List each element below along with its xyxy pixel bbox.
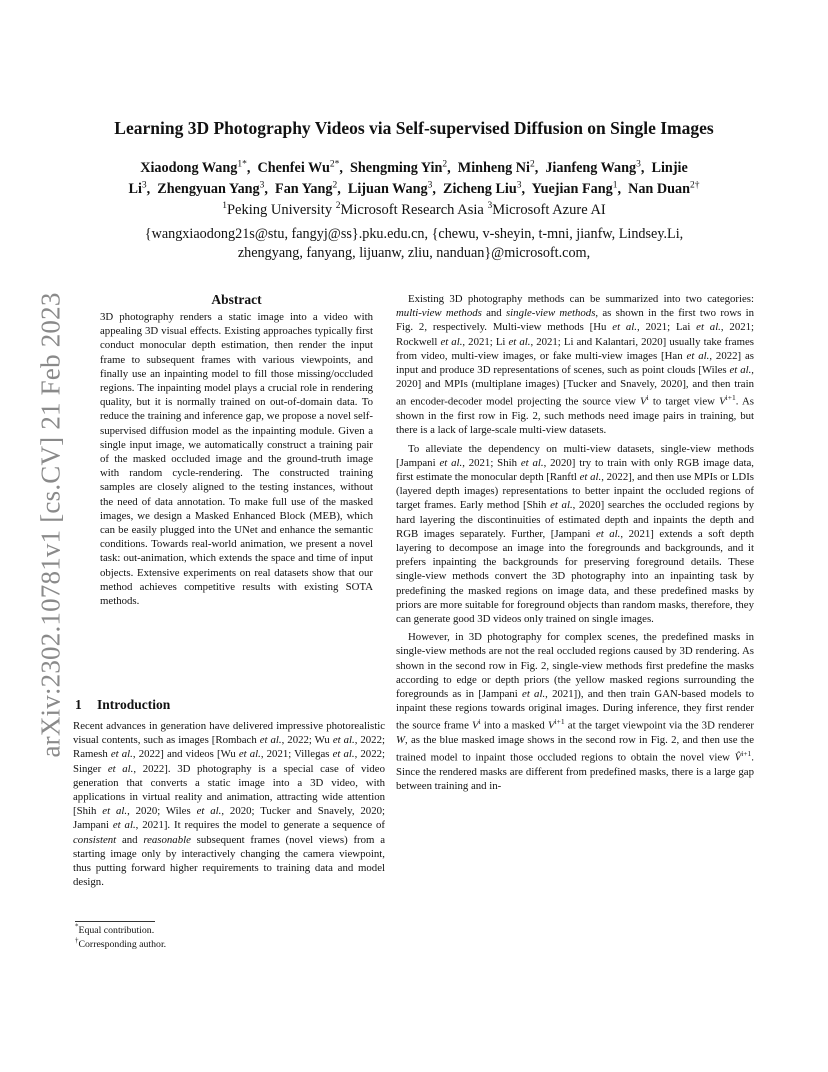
text-run: et al. (595, 527, 621, 540)
text-run: , 2020] and MPIs (multiplane images) [Tucker and Snavely, 2020], and then train an encoder-decoder model projecting the source view (396, 364, 754, 409)
affil-mark: 3 (487, 201, 493, 212)
author-affil-mark: 3 (516, 180, 522, 191)
text-run: and (481, 307, 506, 320)
author-name: Lijuan Wang (347, 181, 428, 197)
abstract-heading: Abstract (211, 292, 262, 307)
text-run: to target view (648, 396, 720, 409)
text-run: et al. (550, 499, 573, 512)
text-run: , as the blue masked image shows in the second row in Fig. 2, and then use the trained model to inpaint those occluded regions to obtain the novel view (396, 734, 754, 765)
text-run: and (116, 833, 144, 846)
abstract-text: 3D photography renders a static image into a video with appealing 3D visual effects. Existing approaches typically first conduct monocular depth estimation, then render the input frame to subsequent frames with various viewpoints, and finally use an inpainting model to fill those missing/occluded regions. The inpainting model plays a crucial role in rendering quality, but it is normally trained on out-of-domain data. To reduce the training and inference gap, we propose a novel self-supervised diffusion model as the inpainting module. Given a single input image, we automatically construct a training pair of the masked occluded image and the ground-truth image with random cycle-rendering. The constructed training samples are closely aligned to the testing instances, without the need of data annotation. To make full use of the masked images, we design a Masked Enhanced Block (MEB), which can be easily plugged into the UNet and enhance the semantic conditions. Towards real-world animation, we present a novel task: out-animation, which extends the space and time of input objects. Extensive experiments on real datasets show that our method achieves competitive results with existing SOTA methods. (100, 311, 373, 608)
affiliation: Microsoft Azure AI (492, 202, 606, 218)
text-run: et al. (522, 688, 546, 701)
author-affil-mark: 2 (529, 159, 535, 170)
author-affil-mark: 2 (332, 180, 338, 191)
author-name: Xiaodong Wang (140, 160, 238, 176)
text-run: et al. (107, 762, 134, 775)
author-name: Minheng Ni (457, 160, 530, 176)
text-run: et al. (110, 748, 133, 761)
section-heading (75, 697, 170, 713)
text-run: et al. (508, 335, 531, 348)
text-run: et al. (112, 819, 136, 832)
text-run: Existing 3D photography methods can be summarized into two categories: (408, 293, 754, 305)
text-run: , 2021; Li (462, 335, 509, 348)
section-number: 1 (75, 697, 82, 712)
text-run: multi-view methods (396, 307, 482, 320)
text-run: subsequent frames (novel views) from a starting image only by interactively changing the camera viewpoint, thus putting forward higher requirements to training data and model design. (73, 833, 385, 889)
text-run: , 2022; Singer (73, 748, 385, 775)
text-run: , 2021; Shih (462, 456, 521, 469)
author-affil-mark: 3 (636, 159, 641, 170)
text-run: , as shown in the first two rows in Fig. 2, respectively. Multi-view methods [Hu (396, 307, 754, 334)
body-paragraph (396, 292, 754, 438)
text-run: et al. (729, 364, 752, 377)
text-run: single-view methods (505, 307, 596, 320)
text-run: et al. (332, 734, 355, 747)
text-run: , 2020; Wiles (127, 805, 197, 818)
text-run: , 2020] try to train with only RGB image data, first estimate the monocular depth [Ranftl (396, 456, 754, 484)
footnote-mark: * (75, 922, 79, 931)
text-run: , 2021; Lai (637, 321, 697, 334)
author-affil-mark: 2 (442, 159, 448, 170)
math-superscript: i+1 (554, 717, 565, 727)
body-paragraph (396, 442, 754, 627)
text-run: , 2021]), and then train GAN-based models to inpaint these regions towards original images. During inference, they first render the source frame (396, 688, 755, 733)
text-run: . As shown in the first row in Fig. 2, such methods need image pairs in training, but there is a lack of large-scale multi-view datasets. (396, 396, 754, 437)
text-run: et al. (102, 805, 128, 818)
text-run: , 2022; Ramesh (73, 734, 385, 761)
text-run: consistent (73, 833, 117, 846)
footnote-divider (75, 921, 155, 922)
text-run: However, in 3D photography for complex scenes, the predefined masks in single-view methods are not the real occluded regions caused by 3D rendering. As shown in the second row in Fig. 2, single-view methods first predefine the masks according to edge or depth priors (the yellow masked regions surrounding the foregrounds as in [Jampani (396, 631, 754, 701)
text-run: , 2021; Villegas (260, 748, 333, 761)
text-run: reasonable (143, 833, 191, 846)
math-superscript: i (478, 717, 481, 727)
text-run: , 2021; Li and Kalantari, 2020] usually take frames from video, multi-view images, or fake multi-view images [Han (396, 335, 754, 362)
author-name: Chenfei Wu (257, 160, 330, 176)
math-symbol: V (719, 396, 726, 409)
text-run: et al. (238, 748, 261, 761)
affil-mark: 1 (222, 201, 227, 212)
affiliation: Peking University (226, 202, 336, 218)
math-superscript: i (646, 393, 649, 403)
text-run: , 2021]. It requires the model to generate a sequence of (135, 819, 385, 832)
footnote (75, 938, 166, 952)
author-name: Jianfeng Wang (545, 160, 637, 176)
author-name: Yuejian Fang (531, 181, 613, 197)
author-name: Shengming Yin (350, 160, 443, 176)
author-name: Fan Yang (275, 181, 333, 197)
text-run: , 2022], and then use MPIs or LDIs (layered depth images) representations to better inpaint the occluded regions of target frames. Early method [Shih (396, 471, 754, 512)
text-run: Recent advances in generation have delivered impressive photorealistic visual contents, such as images [Rombach (73, 720, 385, 747)
author-affil-mark: 1 (612, 180, 618, 191)
affil-mark: 2 (335, 201, 341, 212)
footnote-text: Corresponding author. (78, 939, 167, 950)
arxiv-stamp (36, 285, 66, 765)
text-run: , 2021] extends a soft depth layering to decompose an image into the foregrounds and backgrounds, and it prefers inpainting the backgrounds for preserving foreground details. These single-view methods convert the 3D photography into an inpainting task by predefining the masked regions on image data, and these predefined masks by priors are more suitable for foreground objects than random masks, therefore, they can generate good 3D videos only trained on single images. (396, 527, 754, 626)
math-symbol: W (396, 734, 405, 747)
text-run: , 2020; Tucker and Snavely, 2020; Jampani (73, 805, 385, 832)
text-run: , 2022]. 3D photography is a special case of video generation that converts a static image into a 3D video, with applications in virtual reality and animation, attracting wide attention [Shih (73, 762, 385, 818)
text-run: et al. (686, 349, 710, 362)
author-list: Xiaodong Wang$^{1*}$, Chenfei $Wu^{2*}$, Shengming Yin$^2$, Minheng Ni$^2$, Jianfeng Wang$^3$, Linjie Li$^3$, Zhengyuan Yang$^3$, Fan Yang$^2$, Lijuan Wang$^3$, Zicheng Liu$^3$, Yuejian Fang$^1$, Nan Duan$^{2\dagger}$ (128, 159, 700, 197)
text-run: et al. (520, 456, 544, 469)
text-run: et al. (196, 805, 222, 818)
text-run: et al. (440, 335, 463, 348)
text-run: , 2022] as input and produce 3D representations of scenes, such as point clouds [Wiles (396, 349, 755, 377)
author-name: Li (128, 181, 142, 197)
author-affil-mark: 2* (329, 159, 340, 170)
author-affil-mark: 3 (427, 180, 433, 191)
text-run: , 2021; Rockwell (396, 321, 755, 348)
text-run: , 2022] and videos [Wu (132, 748, 239, 761)
math-superscript: i+1 (725, 393, 736, 403)
author-name: Nan Duan (628, 181, 690, 197)
author-name: Linjie (651, 160, 688, 176)
math-symbol: V̂ (734, 752, 742, 765)
math-symbol: V (640, 396, 647, 409)
author-emails (60, 225, 768, 263)
text-run: et al. (259, 734, 282, 747)
affiliations (60, 202, 768, 219)
math-superscript: i+1 (741, 749, 752, 759)
text-run: into a masked (480, 720, 548, 733)
author-affil-mark: 1* (237, 159, 247, 170)
author-affil-mark: 3 (141, 180, 147, 191)
footnote (75, 924, 166, 938)
author-name: Zhengyuan Yang (157, 181, 260, 197)
text-run: at the target viewpoint via the 3D renderer (564, 720, 755, 733)
author-affil-mark: 3 (259, 180, 265, 191)
footnotes (75, 924, 166, 952)
text-run: , 2020] searches the occluded regions by hard layering the discontinuities of estimated depth and inpaints the depth and RGB images separately. Further, [Jampani (396, 499, 754, 540)
author-name: Zicheng Liu (443, 181, 517, 197)
math-symbol: V (547, 720, 555, 733)
right-column (396, 292, 754, 794)
body-paragraph (396, 630, 754, 793)
section-title: Introduction (97, 697, 171, 712)
text-run: . Since the rendered masks are different from predefined masks, there is a large gap between training and in- (396, 752, 754, 793)
text-run: et al. (439, 456, 463, 469)
text-run: et al. (696, 321, 721, 334)
author-affil-mark: 2† (690, 180, 700, 191)
affiliation: Microsoft Research Asia (340, 202, 488, 218)
email-line: {wangxiaodong21s@stu, fangyj@ss}.pku.edu.cn, {chewu, v-sheyin, t-mni, jianfw, Lindsey.Li, (144, 226, 684, 242)
arxiv-identifier: arXiv:2302.10781v1 [cs.CV] 21 Feb 2023 (35, 292, 66, 758)
footnote-text: Equal contribution. (78, 925, 155, 936)
email-line: zhengyang, fanyang, lijuanw, zliu, nanduan}@microsoft.com, (237, 245, 591, 261)
footnote-mark: † (75, 936, 79, 945)
text-run: To alleviate the dependency on multi-view datasets, single-view methods [Jampani (396, 442, 754, 469)
text-run: et al. (332, 748, 355, 761)
intro-paragraph (73, 719, 385, 889)
text-run: et al. (579, 471, 602, 484)
text-run: , 2022; Wu (281, 734, 333, 747)
paper-title: Learning 3D Photography Videos via Self-supervised Diffusion on Single Images (114, 118, 714, 138)
math-symbol: V (472, 720, 479, 733)
text-run: et al. (612, 321, 637, 334)
